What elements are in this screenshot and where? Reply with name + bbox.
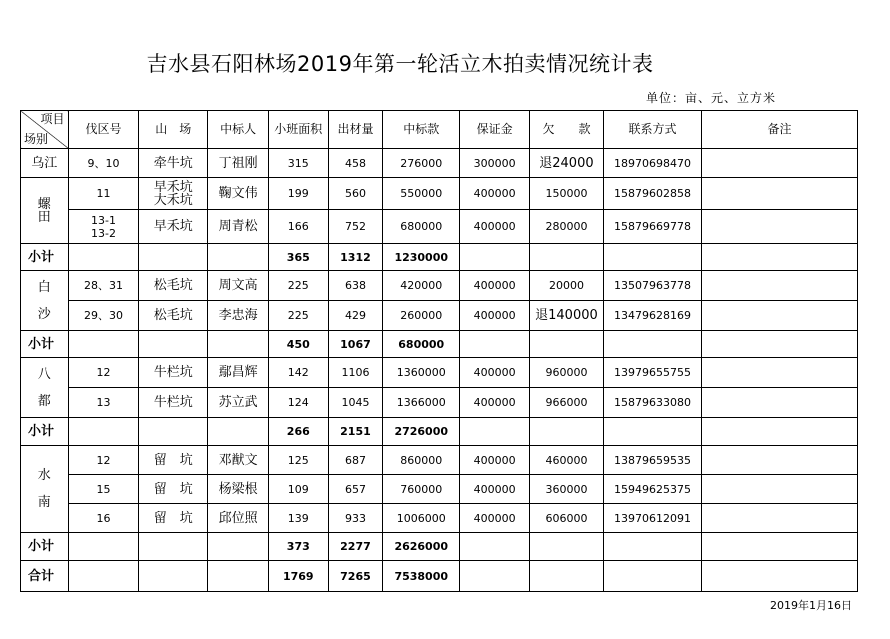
cell-hill: 松毛坑 [139,271,208,301]
cell-owed: 960000 [530,358,604,388]
cell-volume: 458 [328,149,383,178]
cell-price: 860000 [383,446,460,475]
col-header-owed: 欠 款 [530,111,604,149]
page-title: 吉水县石阳林场2019年第一轮活立木拍卖情况统计表 [146,52,654,76]
cell-hill: 牛栏坑 [139,388,208,418]
cell-volume: 560 [328,178,383,210]
subtotal-row [21,418,858,446]
cell-owed: 20000 [530,271,604,301]
cell-hill: 留 坑 [139,475,208,504]
subtotal-label: 小计 [21,331,69,358]
cell-area: 225 [268,271,328,301]
cell-winner: 李忠海 [208,301,269,331]
cell-volume: 687 [328,446,383,475]
cell-deposit: 400000 [460,475,530,504]
cell-owed: 460000 [530,446,604,475]
cell-price: 550000 [383,178,460,210]
group-name: 八 都 [37,366,51,409]
cell-area: 225 [268,301,328,331]
cell-deposit: 400000 [460,271,530,301]
cell-winner: 周青松 [208,210,269,244]
cell-owed: 966000 [530,388,604,418]
subtotal-volume: 1312 [328,244,383,271]
cell-winner: 周文高 [208,271,269,301]
corner-top-label: 项目 [40,112,65,126]
cell-deposit: 400000 [460,358,530,388]
cell-contact: 13879659535 [603,446,701,475]
cell-winner: 苏立武 [208,388,269,418]
group-name-cell [21,271,69,331]
cell-winner: 鄢昌辉 [208,358,269,388]
auction-table [20,110,858,592]
cell-contact: 13970612091 [603,504,701,533]
cell-hill: 牛栏坑 [139,358,208,388]
cell-deposit: 300000 [460,149,530,178]
total-area: 1769 [268,561,328,592]
subtotal-volume: 2151 [328,418,383,446]
group-name: 水 南 [37,468,51,510]
cell-contact: 13979655755 [603,358,701,388]
cell-owed: 360000 [530,475,604,504]
cell-price: 1366000 [383,388,460,418]
table-row [21,504,858,533]
cell-plot: 12 [68,446,139,475]
subtotal-price: 1230000 [383,244,460,271]
subtotal-area: 450 [268,331,328,358]
cell-owed: 606000 [530,504,604,533]
cell-owed: 退140000 [530,301,604,331]
cell-owed: 退24000 [530,149,604,178]
subtotal-row [21,244,858,271]
cell-note [702,388,858,418]
cell-plot: 11 [68,178,139,210]
subtotal-label: 小计 [21,244,69,271]
group-name: 乌江 [21,149,69,178]
cell-price: 276000 [383,149,460,178]
cell-note [702,504,858,533]
subtotal-price: 2726000 [383,418,460,446]
cell-deposit: 400000 [460,210,530,244]
table-row [21,446,858,475]
cell-contact: 15879633080 [603,388,701,418]
subtotal-label: 小计 [21,418,69,446]
cell-volume: 752 [328,210,383,244]
cell-plot: 28、31 [68,271,139,301]
cell-deposit: 400000 [460,301,530,331]
cell-hill: 松毛坑 [139,301,208,331]
subtotal-area: 266 [268,418,328,446]
cell-price: 1006000 [383,504,460,533]
cell-winner: 邱位照 [208,504,269,533]
cell-plot: 13 [68,388,139,418]
cell-deposit: 400000 [460,504,530,533]
table-row [21,271,858,301]
col-header-winner: 中标人 [208,111,269,149]
cell-owed: 280000 [530,210,604,244]
cell-note [702,178,858,210]
cell-plot: 12 [68,358,139,388]
col-header-contact: 联系方式 [603,111,701,149]
cell-plot: 9、10 [68,149,139,178]
cell-volume: 933 [328,504,383,533]
cell-hill: 留 坑 [139,504,208,533]
cell-contact: 18970698470 [603,149,701,178]
table-row [21,475,858,504]
table-row [21,149,858,178]
cell-contact: 15879602858 [603,178,701,210]
cell-contact: 13479628169 [603,301,701,331]
cell-winner: 杨梁根 [208,475,269,504]
cell-plot: 15 [68,475,139,504]
cell-contact: 15949625375 [603,475,701,504]
group-name-cell [21,358,69,418]
group-name-cell [21,178,69,244]
cell-winner: 鞠文伟 [208,178,269,210]
corner-bottom-label: 场别 [24,132,49,146]
col-header-note: 备注 [702,111,858,149]
subtotal-row [21,331,858,358]
col-header-hill: 山 场 [139,111,208,149]
cell-area: 166 [268,210,328,244]
cell-price: 1360000 [383,358,460,388]
cell-hill: 留 坑 [139,446,208,475]
cell-area: 109 [268,475,328,504]
group-name: 白 沙 [37,279,51,322]
cell-plot: 16 [68,504,139,533]
cell-deposit: 400000 [460,446,530,475]
cell-note [702,210,858,244]
table-row [21,358,858,388]
subtotal-area: 365 [268,244,328,271]
cell-plot: 13-1 13-2 [68,210,139,244]
cell-area: 315 [268,149,328,178]
cell-note [702,301,858,331]
cell-note [702,446,858,475]
total-price: 7538000 [383,561,460,592]
report-date: 2019年1月16日 [770,599,852,612]
cell-note [702,149,858,178]
total-volume: 7265 [328,561,383,592]
cell-deposit: 400000 [460,388,530,418]
cell-note [702,271,858,301]
cell-price: 260000 [383,301,460,331]
cell-note [702,475,858,504]
cell-volume: 657 [328,475,383,504]
cell-contact: 15879669778 [603,210,701,244]
cell-area: 124 [268,388,328,418]
subtotal-volume: 1067 [328,331,383,358]
col-header-deposit: 保证金 [460,111,530,149]
header-row [21,111,858,149]
subtotal-price: 2626000 [383,533,460,561]
cell-note [702,358,858,388]
group-name: 螺 田 [37,196,51,225]
cell-hill: 早禾坑 [139,210,208,244]
cell-area: 199 [268,178,328,210]
total-label: 合计 [21,561,69,592]
cell-hill: 早禾坑 大禾坑 [139,178,208,210]
subtotal-label: 小计 [21,533,69,561]
cell-plot: 29、30 [68,301,139,331]
col-header-volume: 出材量 [328,111,383,149]
cell-price: 420000 [383,271,460,301]
cell-price: 760000 [383,475,460,504]
cell-winner: 邓猷文 [208,446,269,475]
table-row [21,388,858,418]
col-header-price: 中标款 [383,111,460,149]
table-row [21,178,858,210]
cell-volume: 1106 [328,358,383,388]
cell-area: 139 [268,504,328,533]
col-header-area: 小班面积 [268,111,328,149]
cell-area: 125 [268,446,328,475]
corner-header [21,111,69,149]
cell-area: 142 [268,358,328,388]
group-name-cell [21,446,69,533]
cell-owed: 150000 [530,178,604,210]
subtotal-row [21,533,858,561]
cell-volume: 1045 [328,388,383,418]
cell-volume: 429 [328,301,383,331]
subtotal-area: 373 [268,533,328,561]
cell-price: 680000 [383,210,460,244]
col-header-plot: 伐区号 [68,111,139,149]
cell-volume: 638 [328,271,383,301]
cell-winner: 丁祖刚 [208,149,269,178]
table-row [21,301,858,331]
cell-contact: 13507963778 [603,271,701,301]
unit-note: 单位：亩、元、立方米 [646,91,777,105]
table-row [21,210,858,244]
subtotal-volume: 2277 [328,533,383,561]
cell-deposit: 400000 [460,178,530,210]
total-row [21,561,858,592]
cell-hill: 牵牛坑 [139,149,208,178]
subtotal-price: 680000 [383,331,460,358]
